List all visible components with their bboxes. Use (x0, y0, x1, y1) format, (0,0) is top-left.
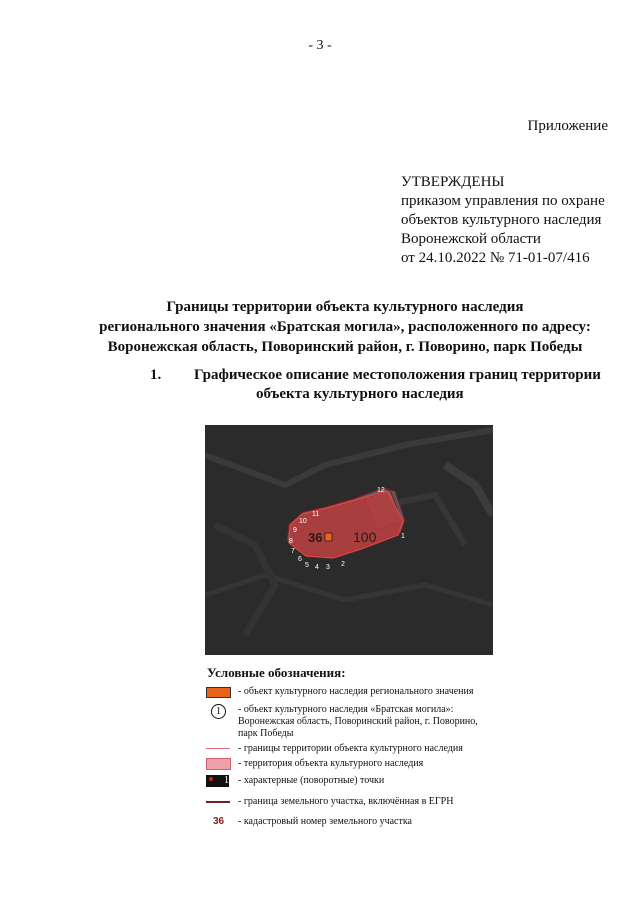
boundary-point-label: 1 (401, 533, 405, 540)
boundary-point-label: 5 (305, 562, 309, 569)
boundary-point-label: 4 (315, 564, 319, 571)
approval-line: от 24.10.2022 № 71-01-07/416 (401, 250, 590, 266)
approval-heading: УТВЕРЖДЕНЫ (401, 174, 505, 190)
boundary-point-label: 8 (289, 538, 293, 545)
boundary-point-label: 10 (299, 518, 307, 525)
turning-point-symbol: 1 (205, 775, 231, 789)
legend-text: - кадастровый номер земельного участка (238, 816, 412, 827)
boundary-point-label: 11 (312, 511, 320, 518)
heritage-object (325, 533, 332, 541)
legend-text: - объект культурного наследия «Братская могила»: Воронежская область, Поворинский район, г. Поворино, парк Победы (238, 704, 478, 739)
legend-text: - граница земельного участка, включённая в ЕГРН (238, 796, 454, 807)
legend-text: - объект культурного наследия регионального значения (238, 686, 474, 697)
site-map (205, 425, 493, 655)
map-drawing (205, 425, 493, 655)
title-line: Воронежская область, Поворинский район, г. Поворино, парк Победы (107, 339, 583, 355)
boundary-point-label: 7 (291, 548, 295, 555)
legend-title: Условные обозначения: (207, 665, 346, 680)
approval-line: объектов культурного наследия (401, 212, 602, 228)
title-line: Границы территории объекта культурного наследия (166, 299, 524, 315)
boundary-point-label: 2 (341, 561, 345, 568)
approval-line: Воронежской области (401, 231, 541, 247)
approval-block (401, 173, 605, 268)
heritage-object-symbol (205, 686, 231, 700)
parcel-label: 100 (353, 529, 377, 545)
territory-fill-symbol (205, 758, 231, 772)
page-number: - 3 - (308, 38, 332, 53)
cadastral-number-symbol: 36 (213, 816, 225, 827)
legend-text: - характерные (поворотные) точки (238, 775, 385, 786)
legend-text: - территория объекта культурного наследия (238, 758, 424, 769)
circle-number-symbol: 1 (205, 704, 231, 718)
boundary-point-label: 9 (293, 527, 297, 534)
egrn-boundary-line-symbol (205, 796, 231, 810)
appendix-label: Приложение (527, 118, 608, 134)
territory-boundary-line-symbol (205, 743, 231, 757)
section-number: 1. (150, 367, 162, 383)
section-title-line: объекта культурного наследия (256, 386, 464, 402)
boundary-point-label: 3 (326, 564, 330, 571)
boundary-point-label: 6 (298, 556, 302, 563)
approval-line: приказом управления по охране (401, 193, 605, 209)
section-title-line: Графическое описание местоположения границ территории (194, 367, 601, 383)
boundary-point-label: 12 (377, 487, 385, 494)
title-line: регионального значения «Братская могила», расположенного по адресу: (99, 319, 591, 335)
legend-text: - границы территории объекта культурного наследия (238, 743, 463, 754)
document-title (60, 297, 630, 357)
parcel-label: 36 (308, 530, 323, 545)
